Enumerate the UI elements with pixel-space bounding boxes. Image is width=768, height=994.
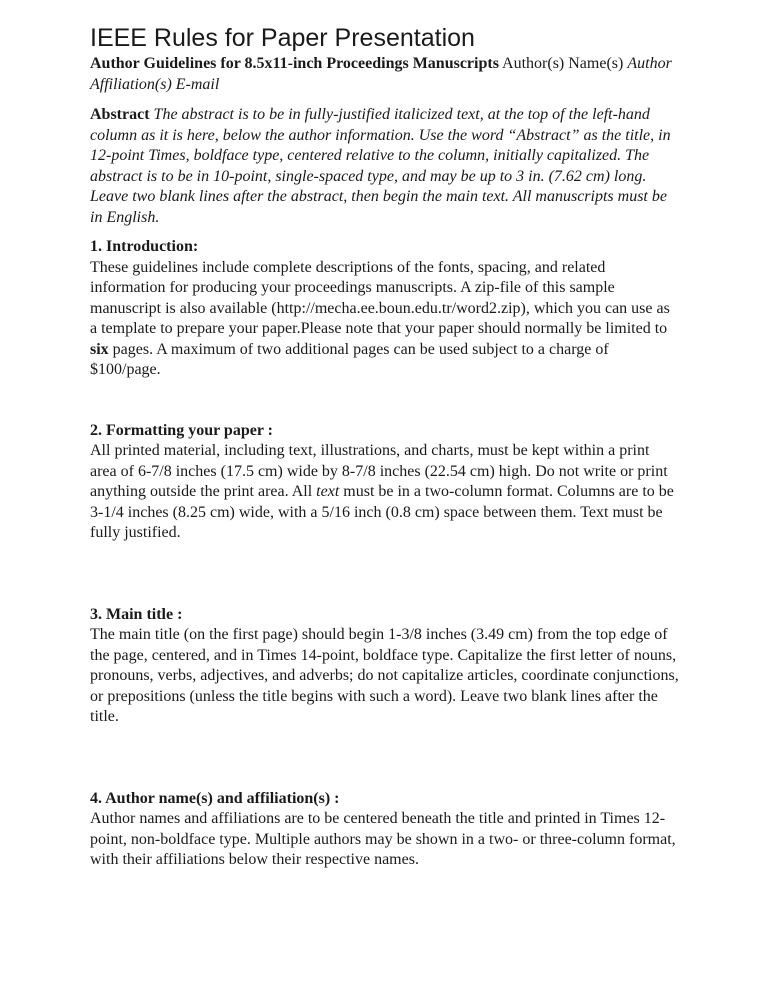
section-main-title [90,605,680,728]
introduction-text-end: pages. A maximum of two additional pages can be used subject to a charge of $100/page. [90,340,609,378]
abstract-paragraph [90,105,680,228]
section-heading-main-title: 3. Main title : [90,605,183,623]
abstract-text: The abstract is to be in fully-justified italicized text, at the top of the left-hand column as it is here, below the author information. Use the word “Abstract” as the title, in 12-point Times, boldface type, centered relative to the column, initially capitalized. The abstract is to be in 10-point, single-spaced type, and may be up to 3 in. (7.62 cm) long. Leave two blank lines after the abstract, then begin the main text. All manuscripts must be in English. [90,106,671,226]
section-heading-authors: 4. Author name(s) and affiliation(s) : [90,789,340,807]
section-authors [90,789,680,871]
formatting-emphasis: text [316,483,340,500]
section-introduction [90,237,680,381]
document-title: IEEE Rules for Paper Presentation [90,24,475,52]
section-formatting [90,421,680,544]
section-heading-formatting: 2. Formatting your paper : [90,421,273,439]
section-body-formatting [90,442,674,541]
introduction-text-start: These guidelines include complete descriptions of the fonts, spacing, and related information for producing your proceedings manuscripts. A zip-file of this sample manuscript is also available (http://mecha.ee.boun.edu.tr/word2.zip), which you can use as a template to prepare your paper.Please note that your paper should normally be limited to [90,258,670,337]
section-body-authors: Author names and affiliations are to be centered beneath the title and printed in Times 12-point, non-boldface type. Multiple authors may be shown in a two- or three-column format, with their affiliations below their respective names. [90,810,676,868]
section-body-main-title: The main title (on the first page) should begin 1-3/8 inches (3.49 cm) from the top edge of the page, centered, and in Times 14-point, boldface type. Capitalize the first letter of nouns, pronouns, verbs, adjectives, and adverbs; do not capitalize articles, coordinate conjunctions, or prepositions (unless the title begins with such a word). Leave two blank lines after the title. [90,626,679,725]
introduction-emphasis: six [90,340,109,358]
guidelines-heading: Author Guidelines for 8.5x11-inch Proceedings Manuscripts [90,55,499,72]
abstract-label: Abstract [90,106,150,123]
section-body-introduction [90,259,670,379]
formatting-text-start: All printed material, including text, illustrations, and charts, must be kept within a print area of 6-7/8 inches (17.5 cm) wide by 8-7/8 inches (22.54 cm) high. Do not write or print anything outside the print area. All [90,442,668,500]
document-page [90,24,680,871]
author-guidelines-line [90,54,680,95]
section-heading-introduction: 1. Introduction: [90,238,199,255]
formatting-text-end: must be in a two-column format. Columns are to be 3-1/4 inches (8.25 cm) wide, with a 5/16 inch (0.8 cm) space between them. Text must be fully justified. [90,483,674,541]
author-affiliation-label: Author Affiliation(s) E-mail [90,55,672,93]
author-names-label: Author(s) Name(s) [498,55,628,72]
